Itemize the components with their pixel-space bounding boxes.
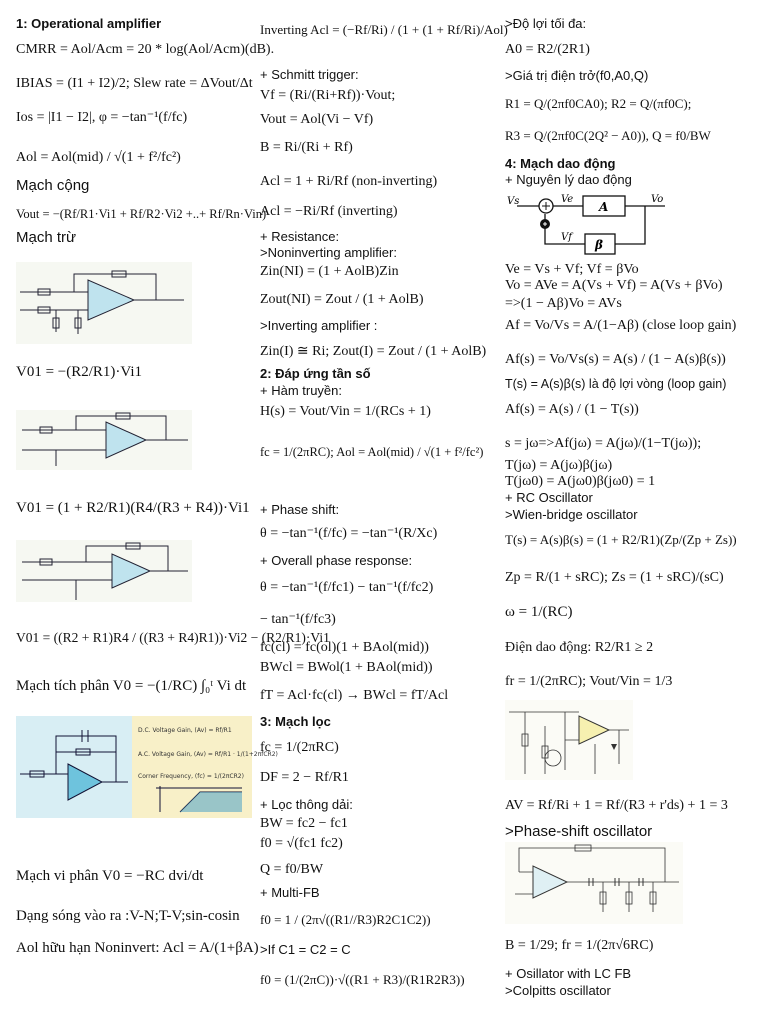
lc-oscillator-heading: + Osillator with LC FB (505, 966, 632, 981)
afs-formula: Af(s) = Vo/Vs(s) = A(s) / (1 − A(s)β(s)) (505, 352, 726, 367)
av-formula: AV = Rf/Ri + 1 = Rf/(R3 + r'ds) + 1 = 3 (505, 798, 728, 813)
subtractor-circuit-1 (16, 262, 192, 344)
rc-oscillator-heading: + RC Oscillator (505, 490, 593, 505)
corner-freq-text: Corner Frequency, (fc) = 1/(2πCR2) (138, 773, 244, 780)
hs-formula: H(s) = Vout/Vin = 1/(RCs + 1) (260, 404, 431, 419)
bw-formula: BW = fc2 − fc1 (260, 816, 348, 831)
zin-zout-i-formula: Zin(I) ≅ Ri; Zout(I) = Zout / (1 + AolB) (260, 344, 487, 359)
ft-formula: fT = Acl·fc(cl) → BWcl = fT/Acl (260, 688, 449, 703)
omega-formula: ω = 1/(RC) (505, 604, 573, 620)
phase-shift-b-fr-formula: B = 1/29; fr = 1/(2π√6RC) (505, 938, 654, 953)
transfer-function-heading: + Hàm truyền: (260, 383, 343, 398)
phase-shift-heading: + Phase shift: (260, 502, 340, 517)
bw-cl-formula: BWcl = BWol(1 + BAol(mid)) (260, 660, 433, 675)
subtractor-heading: Mạch trừ (16, 229, 77, 246)
waveform-note: Dạng sóng vào ra :V-N;T-V;sin-cosin (16, 908, 240, 924)
subtractor-circuit-2 (16, 410, 192, 470)
beta-block-label: β (595, 238, 603, 252)
derivation-formula: =>(1 − Aβ)Vo = AVs (505, 296, 622, 311)
wien-ts-formula: T(s) = A(s)β(s) = (1 + R2/R1)(Zp/(Zp + Zs)) (505, 532, 737, 547)
b-formula: B = Ri/(Ri + Rf) (260, 140, 353, 155)
subtractor-circuit-3 (16, 540, 192, 602)
summing-heading: Mạch cộng (16, 177, 90, 194)
fr-wien-formula: fr = 1/(2πRC); Vout/Vin = 1/3 (505, 674, 673, 689)
phase-shift-circuit (505, 842, 683, 924)
cmrr-formula: CMRR = Aol/Acm = 20 * log(Aol/Acm)(dB). (16, 42, 275, 57)
multi-fb-heading: + Multi-FB (260, 885, 320, 900)
section-op-amp-title: 1: Operational amplifier (16, 16, 162, 31)
vs-label: Vs (507, 196, 520, 207)
phase-shift-osc-heading: >Phase-shift oscillator (505, 823, 653, 840)
acl-inverting: Acl = −Ri/Rf (inverting) (260, 204, 398, 219)
vf-formula: Vf = (Ri/(Ri+Rf))·Vout; (260, 88, 396, 103)
vout-formula: Vout = Aol(Vi − Vf) (260, 112, 374, 127)
afs-loop-formula: Af(s) = A(s) / (1 − T(s)) (505, 402, 639, 417)
inverting-amp-heading: >Inverting amplifier : (260, 318, 378, 333)
q-formula: Q = f0/BW (260, 862, 324, 877)
summing-formula: Vout = −(Rf/R1·Vi1 + Rf/R2·Vi2 +..+ Rf/Rn·Vin) (16, 207, 267, 221)
bandpass-heading: + Lọc thông dải: (260, 797, 353, 812)
zp-zs-formula: Zp = R/(1 + sRC); Zs = (1 + sRC)/(sC) (505, 570, 724, 585)
integrator-circuit-figure (16, 716, 278, 818)
vf-label: Vf (561, 232, 572, 243)
vo-label: Vo (651, 194, 664, 205)
wien-bridge-circuit (505, 700, 633, 780)
fc-cl-formula: fc(cl) = fc(ol)(1 + BAol(mid)) (260, 640, 429, 655)
oscillation-condition: Điện dao động: R2/R1 ≥ 2 (505, 640, 654, 655)
oscillation-principle-heading: + Nguyên lý dao động (505, 172, 632, 187)
fc-aol-formula: fc = 1/(2πRC); Aol = Aol(mid) / √(1 + f²/fc²) (260, 445, 484, 459)
theta-formula: θ = −tan⁻¹(f/fc) = −tan⁻¹(R/Xc) (260, 526, 438, 541)
wien-bridge-heading: >Wien-bridge oscillator (505, 507, 638, 522)
aol-formula: Aol = Aol(mid) / √(1 + f²/fc²) (16, 150, 181, 165)
multi-fb-f0-formula: f0 = 1 / (2π√((R1//R3)R2C1C2)) (260, 912, 431, 927)
filter-fc-formula: fc = 1/(2πRC) (260, 740, 339, 755)
oscillator-heading: 4: Mạch dao động (505, 156, 616, 171)
a0-formula: A0 = R2/(2R1) (505, 42, 590, 57)
ac-gain-text: A.C. Voltage Gain, (Av) = Rf/R1 · 1/(1+2πfCR2) (138, 751, 278, 758)
filter-heading: 3: Mạch lọc (260, 714, 331, 729)
dc-gain-text: D.C. Voltage Gain, (Av) = Rf/R1 (138, 727, 232, 734)
noninverting-amp-heading: >Noninverting amplifier: (260, 245, 397, 260)
resistor-values-heading: >Giá trị điện trở(f0,A0,Q) (505, 68, 649, 83)
resistance-heading: + Resistance: (260, 229, 340, 244)
df-formula: DF = 2 − Rf/R1 (260, 770, 349, 785)
aol-finite-formula: Aol hữu hạn Noninvert: Acl = A/(1+βA) (16, 940, 259, 956)
loop-gain-definition: T(s) = A(s)β(s) là độ lợi vòng (loop gain) (505, 377, 727, 391)
t-jw0-formula: T(jω0) = A(jω0)β(jω0) = 1 (505, 474, 656, 489)
schmitt-trigger-heading: + Schmitt trigger: (260, 67, 359, 82)
v01-formula-3: V01 = ((R2 + R1)R4 / ((R3 + R4)R1))·Vi2 − (R2/R1)·Vi1 (16, 630, 330, 645)
overall-phase-heading: + Overall phase response: (260, 553, 413, 568)
feedback-block-diagram (505, 190, 675, 256)
r1-r2-formula: R1 = Q/(2πf0CA0); R2 = Q/(πf0C); (505, 96, 692, 111)
differentiator-formula: Mạch vi phân V0 = −RC dvi/dt (16, 868, 204, 884)
zout-ni-formula: Zout(NI) = Zout / (1 + AolB) (260, 292, 424, 307)
t-jw-formula: T(jω) = A(jω)β(jω) (505, 458, 613, 473)
ibias-formula: IBIAS = (I1 + I2)/2; Slew rate = ΔVout/Δt (16, 76, 253, 91)
v01-formula-1: V01 = −(R2/R1)·Vi1 (16, 364, 143, 380)
zin-ni-formula: Zin(NI) = (1 + AolB)Zin (260, 264, 399, 279)
frequency-response-heading: 2: Đáp ứng tần số (260, 366, 371, 381)
af-jw-formula: s = jω=>Af(jω) = A(jω)/(1−T(jω)); (505, 436, 702, 451)
r3-q-formula: R3 = Q/(2πf0C(2Q² − A0)), Q = f0/BW (505, 128, 711, 143)
af-formula: Af = Vo/Vs = A/(1−Aβ) (close loop gain) (505, 318, 737, 333)
ve-formula: Ve = Vs + Vf; Vf = βVo (505, 262, 639, 277)
integrator-heading: Mạch tích phân V0 = −(1/RC) ∫₀ᵗ Vi dt (16, 678, 247, 694)
ios-formula: Ios = |I1 − I2|, φ = −tan⁻¹(f/fc) (16, 110, 188, 125)
acl-noninverting: Acl = 1 + Ri/Rf (non-inverting) (260, 174, 438, 189)
f0-formula: f0 = √(fc1 fc2) (260, 836, 343, 851)
a-block-label: A (599, 200, 609, 214)
v01-formula-2: V01 = (1 + R2/R1)(R4/(R3 + R4))·Vi1 (16, 500, 250, 516)
max-gain-heading: >Độ lợi tối đa: (505, 16, 587, 31)
vo-formula: Vo = AVe = A(Vs + Vf) = A(Vs + βVo) (505, 278, 723, 293)
ve-label: Ve (561, 194, 574, 205)
equal-c-f0-formula: f0 = (1/(2πC))·√((R1 + R3)/(R1R2R3)) (260, 972, 465, 987)
overall-theta-formula: θ = −tan⁻¹(f/fc1) − tan⁻¹(f/fc2) (260, 580, 434, 595)
equal-c-condition: >If C1 = C2 = C (260, 942, 351, 957)
overall-theta-cont: − tan⁻¹(f/fc3) (260, 612, 336, 627)
colpitts-heading: >Colpitts oscillator (505, 983, 611, 998)
inverting-acl-formula: Inverting Acl = (−Rf/Ri) / (1 + (1 + Rf/Ri)/Aol) (260, 22, 508, 37)
